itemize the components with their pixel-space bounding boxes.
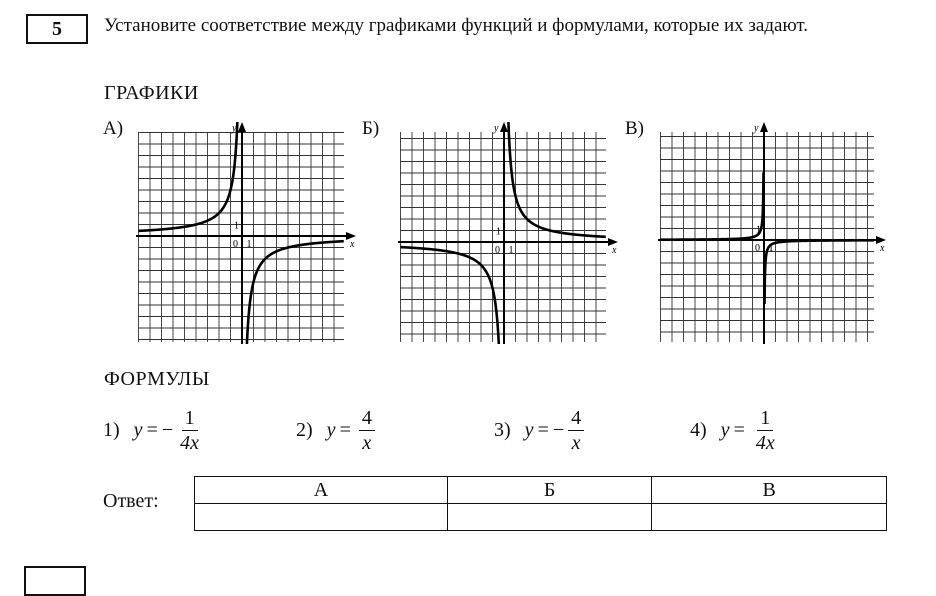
x-axis-label: x xyxy=(612,245,617,256)
answer-input-row xyxy=(195,504,887,531)
y-tick-1-label: 1 xyxy=(496,226,501,238)
formula-equals: = xyxy=(146,418,158,441)
formula-number: 4) xyxy=(690,418,707,441)
x-tick-1-label: 1 xyxy=(508,245,514,256)
graph-label-b: Б) xyxy=(362,118,380,139)
formula-lhs: y xyxy=(720,418,730,441)
answer-cell-c[interactable] xyxy=(652,504,887,531)
y-tick-1-label: 1 xyxy=(234,220,239,232)
curve-branch-left xyxy=(139,122,238,231)
y-axis-arrow xyxy=(500,122,508,132)
formula-4 xyxy=(690,400,778,460)
answer-header-row xyxy=(195,477,887,504)
formula-denominator: x xyxy=(571,431,581,454)
formula-lhs: y xyxy=(326,418,336,441)
origin-label: 0 xyxy=(495,245,500,256)
next-task-number-box xyxy=(24,566,86,596)
y-axis-label: y xyxy=(754,123,759,134)
y-axis-arrow xyxy=(760,122,768,132)
answer-header-b: Б xyxy=(447,477,651,504)
formula-numerator: 1 xyxy=(182,407,198,431)
formula-equals: = xyxy=(537,418,549,441)
task-number: 5 xyxy=(52,17,62,40)
formula-denominator: x xyxy=(362,431,372,454)
graph-c xyxy=(658,122,888,344)
graph-label-a: А) xyxy=(103,118,124,139)
answer-table xyxy=(194,476,887,531)
grid xyxy=(660,132,874,342)
formula-number: 3) xyxy=(494,418,511,441)
formula-1 xyxy=(103,400,202,460)
answer-cell-b[interactable] xyxy=(447,504,651,531)
y-axis-label: y xyxy=(494,123,499,134)
formula-numerator: 4 xyxy=(568,407,584,431)
answer-cell-a[interactable] xyxy=(195,504,448,531)
formula-lhs: y xyxy=(133,418,143,441)
formula-fraction xyxy=(568,407,584,454)
x-axis-label: x xyxy=(880,243,885,254)
formula-equals: = xyxy=(733,418,745,441)
graphs-heading: ГРАФИКИ xyxy=(104,82,199,104)
graph-a xyxy=(136,122,358,344)
formula-sign: − xyxy=(161,418,174,441)
formula-3 xyxy=(494,400,584,460)
origin-label: 0 xyxy=(233,239,238,250)
curve-branch-right xyxy=(508,122,606,237)
formula-fraction xyxy=(753,407,778,454)
answer-header-c: В xyxy=(652,477,887,504)
formula-denominator: 4x xyxy=(180,431,200,454)
formula-number: 2) xyxy=(296,418,313,441)
formula-2 xyxy=(296,400,375,460)
formula-lhs: y xyxy=(524,418,534,441)
formula-sign: − xyxy=(552,418,565,441)
formula-numerator: 1 xyxy=(757,407,773,431)
origin-label: 0 xyxy=(755,243,760,254)
answer-header-a: А xyxy=(195,477,448,504)
y-axis-label: y xyxy=(232,123,237,134)
formulas-heading: ФОРМУЛЫ xyxy=(104,368,210,390)
graph-label-c: В) xyxy=(625,118,644,139)
curve-branch-right xyxy=(246,241,344,344)
curve-branch-right xyxy=(765,240,874,304)
formula-number: 1) xyxy=(103,418,120,441)
task-text: Установите соответствие между графиками функций и формулами, которые их задают. xyxy=(104,15,809,36)
task-number-box xyxy=(26,14,88,44)
x-tick-1-label: 1 xyxy=(246,239,252,250)
y-axis-arrow xyxy=(238,122,246,132)
curve-branch-left xyxy=(401,247,500,344)
formula-fraction xyxy=(359,407,375,454)
x-axis-label: x xyxy=(350,239,355,250)
formula-fraction xyxy=(177,407,202,454)
formula-numerator: 4 xyxy=(359,407,375,431)
y-tick-1-label: 1 xyxy=(756,224,761,236)
answer-label: Ответ: xyxy=(103,490,159,512)
x-tick-1-label: 1 xyxy=(768,243,774,254)
formula-denominator: 4x xyxy=(755,431,775,454)
graph-b xyxy=(398,122,620,344)
formula-equals: = xyxy=(339,418,351,441)
